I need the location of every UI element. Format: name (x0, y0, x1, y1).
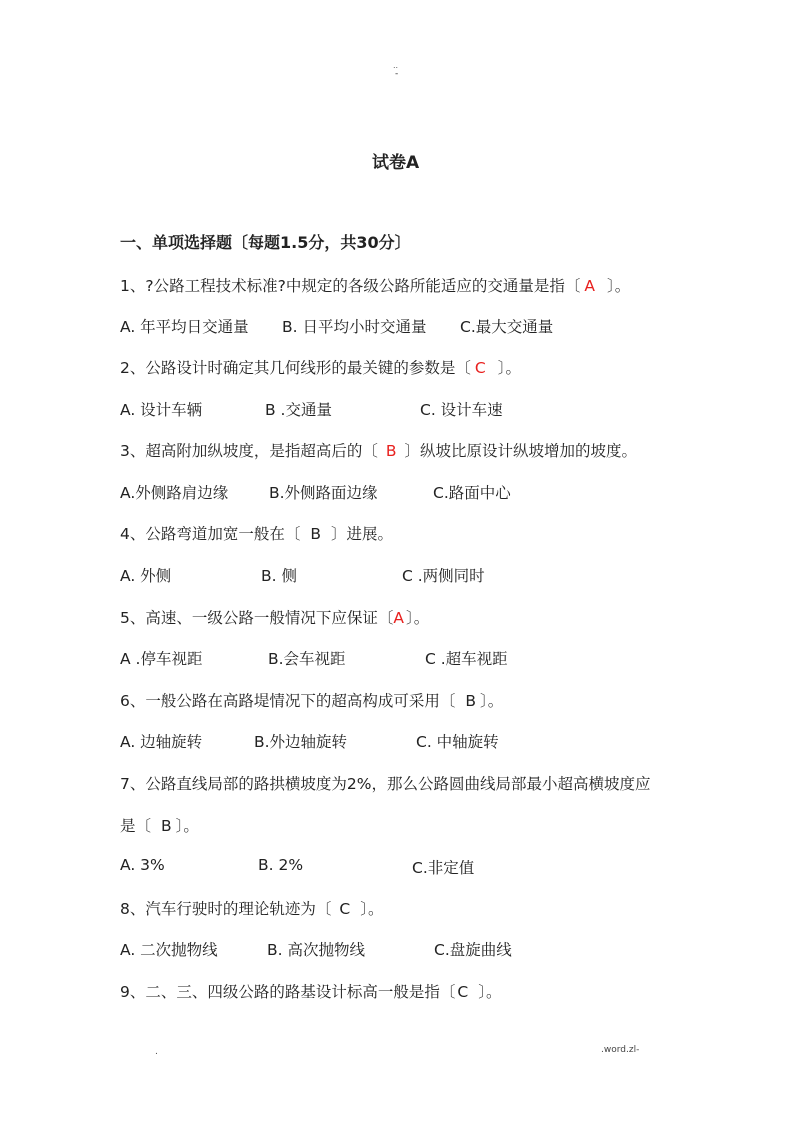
question-text: 4、公路弯道加宽一般在〔 (120, 525, 301, 543)
question-tail: 〕。 (478, 983, 502, 1001)
option-c: C.路面中心 (433, 484, 511, 502)
question-tail: 〕。 (606, 277, 631, 295)
option-a: A. 设计车辆 (120, 401, 203, 419)
question-tail: 〕。 (360, 900, 384, 918)
answer-letter: B (385, 442, 397, 460)
header-dash: - (395, 69, 399, 79)
answer-letter: B (161, 817, 172, 835)
option-a: A. 年平均日交通量 (120, 318, 249, 336)
option-c: C.盘旋曲线 (434, 941, 512, 959)
option-b: B.外边轴旋转 (254, 733, 348, 751)
question-text: 9、二、三、四级公路的路基设计标高一般是指〔 (120, 983, 456, 1001)
question-3 (120, 439, 637, 461)
page-title: 试卷A (372, 153, 420, 173)
question-7 (120, 772, 650, 794)
answer-letter: C (457, 983, 469, 1001)
option-a: A. 外侧 (120, 567, 172, 585)
footer-right: .word.zl- (601, 1045, 640, 1055)
question-tail: 〕纵坡比原设计纵坡增加的坡度。 (404, 442, 638, 460)
option-c: C .两侧同时 (402, 567, 485, 585)
option-c: C.最大交通量 (460, 318, 554, 336)
answer-letter: B (465, 692, 477, 710)
option-b: B. 2% (258, 856, 304, 874)
question-text: 7、公路直线局部的路拱横坡度为2%，那么公路圆曲线局部最小超高横坡度应 (120, 775, 651, 793)
section-heading: 一、单项选择题〔每题1.5分，共30分〕 (120, 233, 411, 252)
question-text: 6、一般公路在高路堤情况下的超高构成可采用〔 (120, 692, 456, 710)
question-tail: 〕。 (480, 692, 504, 710)
answer-letter: A (584, 277, 595, 295)
option-c: C. 设计车速 (420, 401, 503, 419)
option-b: B.会车视距 (268, 650, 346, 668)
option-b: B. 日平均小时交通量 (282, 318, 427, 336)
question-8 (120, 897, 383, 919)
answer-letter: A (393, 609, 404, 627)
question-text: 3、超高附加纵坡度，是指超高后的〔 (120, 442, 378, 460)
option-c: C.非定值 (412, 859, 475, 877)
option-b: B .交通量 (265, 401, 332, 419)
question-text: 1、?公路工程技术标准?中规定的各级公路所能适应的交通量是指〔 (120, 277, 581, 295)
option-c: C .超车视距 (425, 650, 508, 668)
question-text: 2、公路设计时确定其几何线形的最关键的参数是〔 (120, 359, 471, 377)
question-tail: 〕进展。 (331, 525, 394, 543)
answer-letter: B (310, 525, 322, 543)
option-a: A .停车视距 (120, 650, 203, 668)
option-a: A.外侧路肩边缘 (120, 484, 229, 502)
answer-letter: C (474, 359, 486, 377)
header-dots: .. (393, 61, 399, 70)
option-b: B. 高次抛物线 (267, 941, 365, 959)
option-c: C. 中轴旋转 (416, 733, 499, 751)
option-a: A. 二次抛物线 (120, 941, 218, 959)
option-a: A. 边轴旋转 (120, 733, 203, 751)
question-tail: 〕。 (175, 817, 199, 835)
question-text-cont: 是〔 (120, 817, 152, 835)
question-9 (120, 980, 501, 1002)
question-6 (120, 689, 503, 711)
option-a: A. 3% (120, 856, 165, 874)
question-5 (120, 606, 429, 628)
question-1 (120, 274, 630, 296)
option-b: B. 侧 (261, 567, 297, 585)
question-tail: 〕。 (405, 609, 430, 627)
question-2 (120, 356, 521, 378)
question-tail: 〕。 (497, 359, 521, 377)
question-text: 8、汽车行驶时的理论轨迹为〔 (120, 900, 332, 918)
question-4 (120, 522, 393, 544)
footer-left: . (155, 1047, 158, 1057)
option-b: B.外侧路面边缘 (269, 484, 378, 502)
question-text: 5、高速、一级公路一般情况下应保证〔 (120, 609, 394, 627)
answer-letter: C (339, 900, 351, 918)
question-7-line2 (120, 814, 199, 836)
